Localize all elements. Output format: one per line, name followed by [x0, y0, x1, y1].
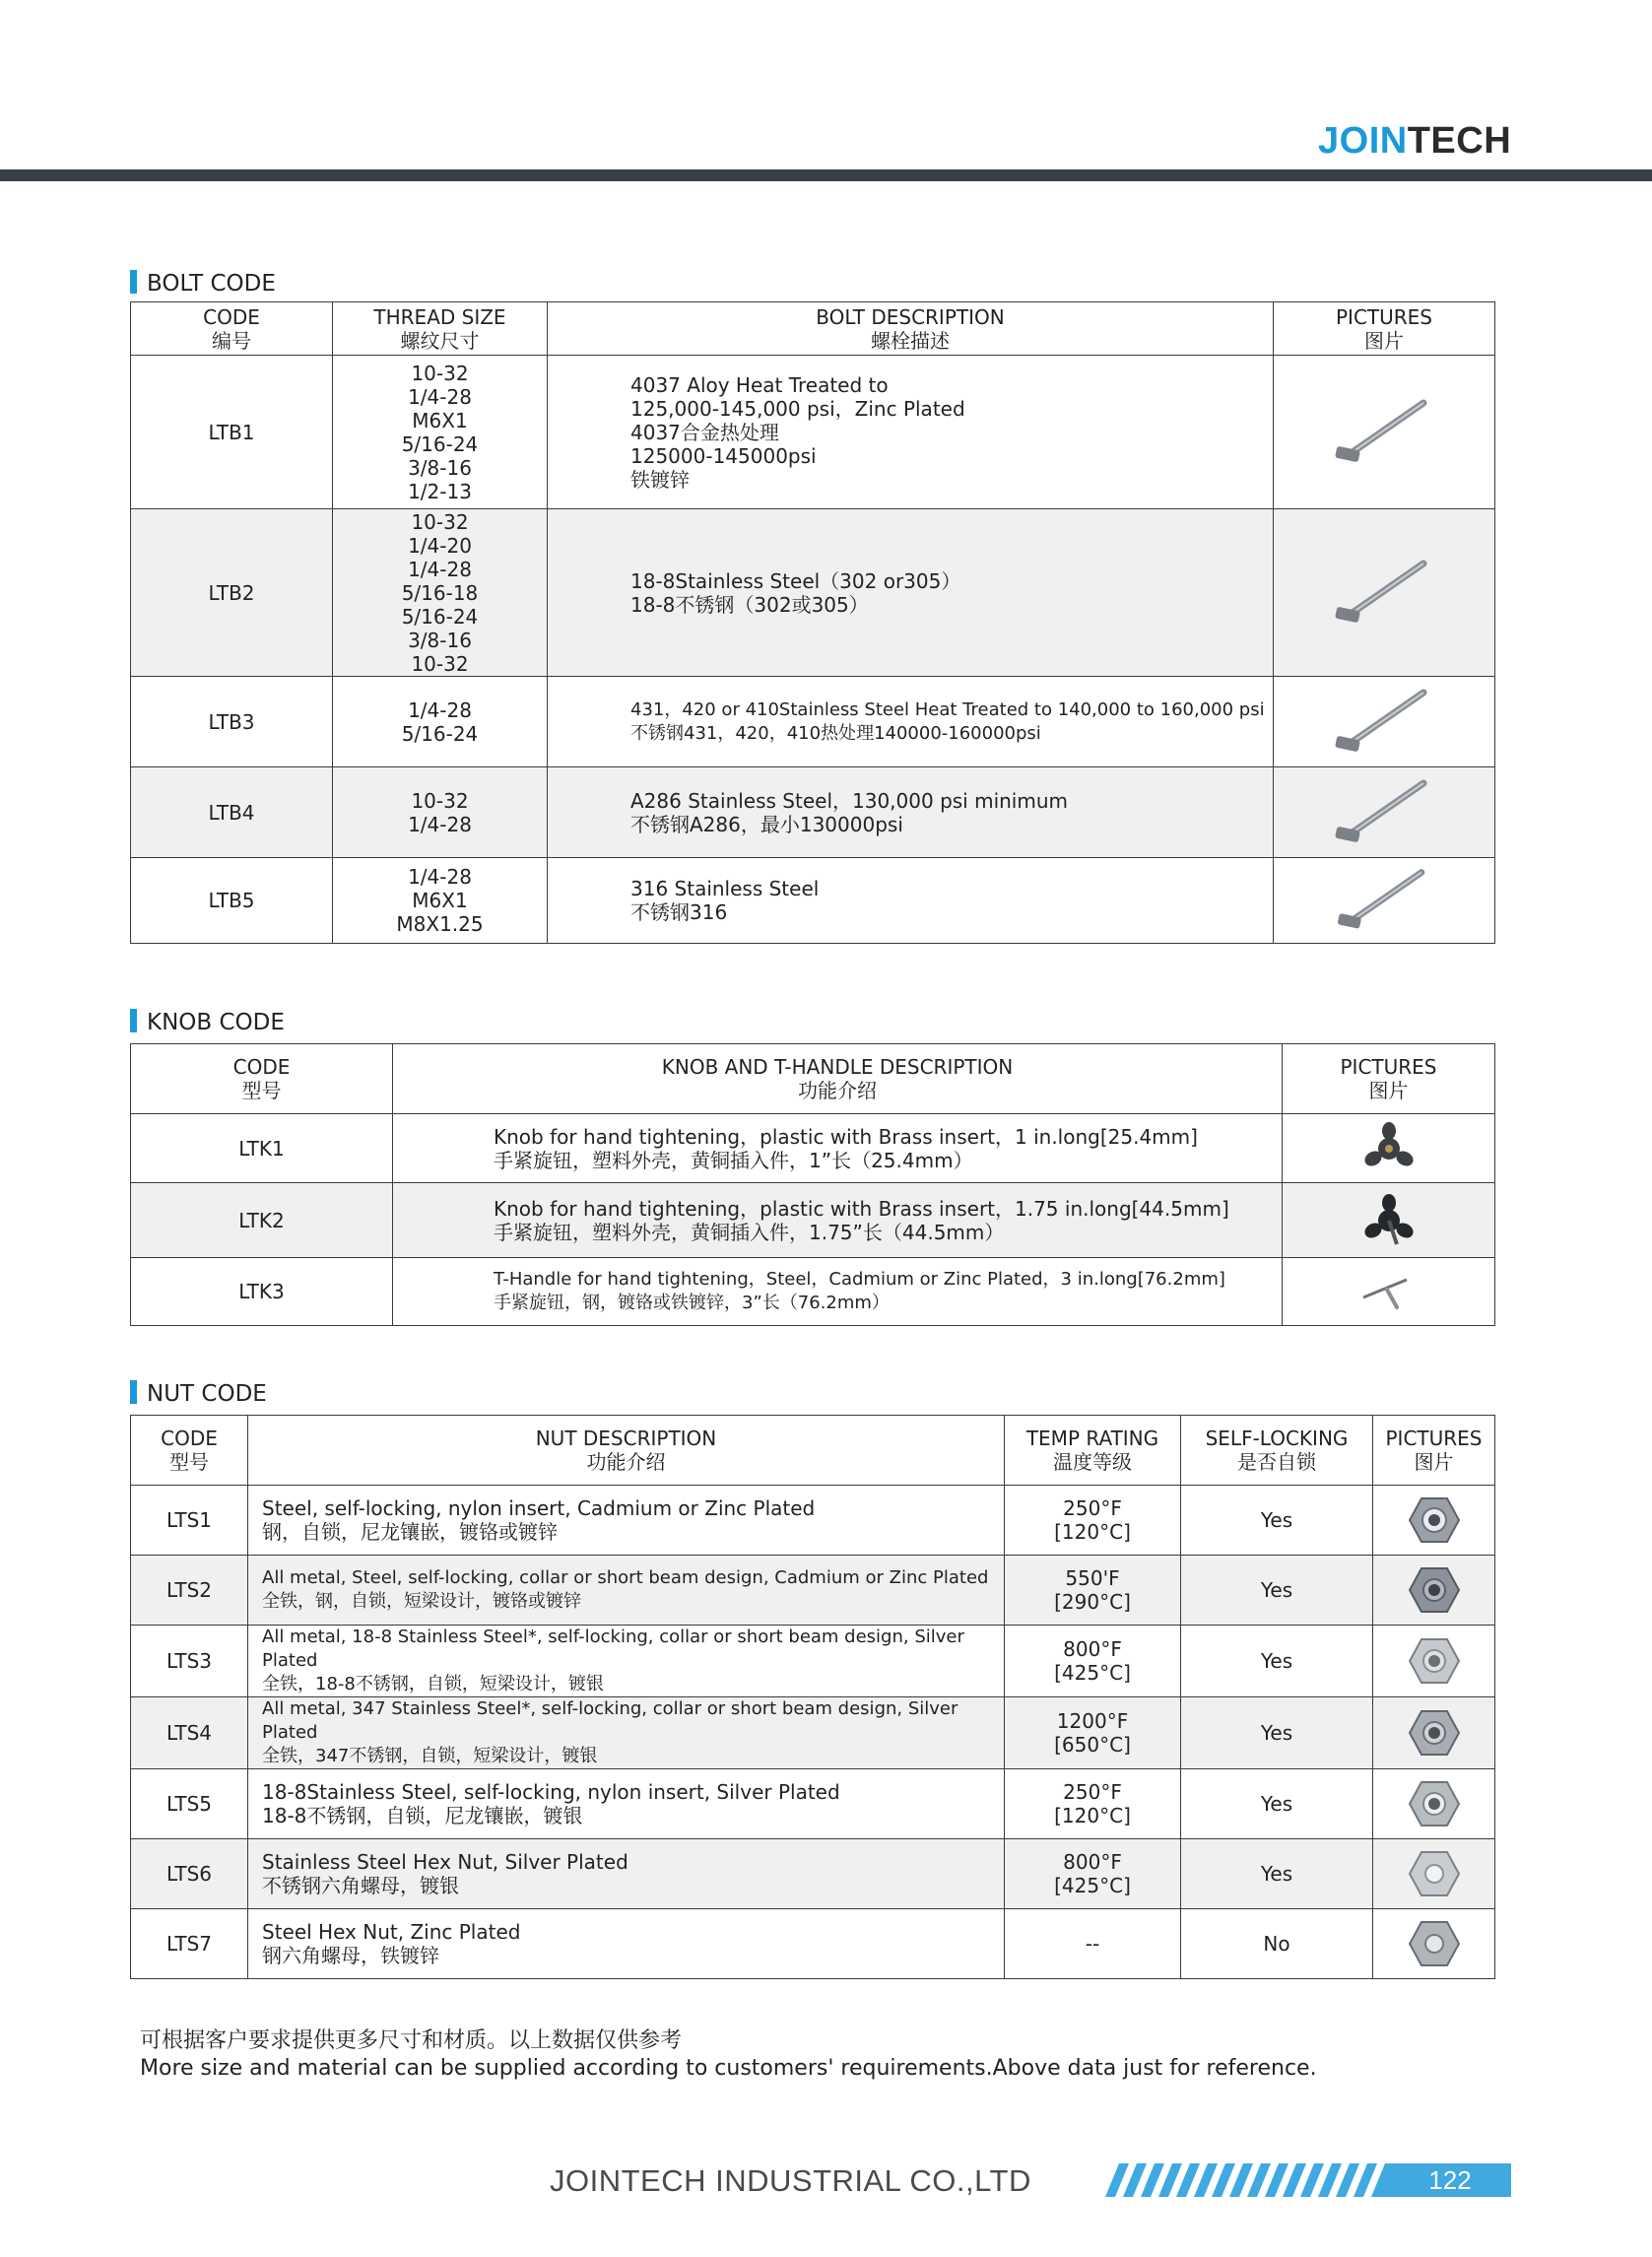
knob-description: T-Handle for hand tightening，Steel，Cadmium or Zinc Plated，3 in.long[76.2mm] 手紧旋钮，钢，镀铬或铁镀锌，3”长（76.2mm）	[393, 1258, 1283, 1326]
table-row	[131, 1626, 1495, 1697]
footer-company: JOINTECH INDUSTRIAL CO.,LTD	[550, 2163, 1031, 2198]
footer-stripes	[1105, 2163, 1389, 2197]
self-locking: Yes	[1181, 1486, 1373, 1556]
nut-code: LTS1	[131, 1486, 248, 1556]
nut-header-locking: SELF-LOCKING 是否自锁	[1181, 1416, 1373, 1486]
table-row	[131, 1486, 1495, 1556]
bolt-picture	[1274, 767, 1495, 858]
bolt-description: 18-8Stainless Steel（302 or305） 18-8不锈钢（302或305）	[548, 509, 1274, 677]
bolt-description: A286 Stainless Steel，130,000 psi minimum 不锈钢A286，最小130000psi	[548, 767, 1274, 858]
bolt-icon	[1330, 773, 1438, 852]
section-marker	[130, 1380, 137, 1404]
bolt-icon	[1330, 554, 1438, 632]
bolt-code: LTB2	[131, 509, 333, 677]
temp-rating: 550'F [290°C]	[1005, 1556, 1181, 1626]
bolt-picture	[1274, 356, 1495, 509]
header-bar	[0, 169, 1652, 181]
nut-picture	[1373, 1626, 1495, 1697]
table-row	[131, 1769, 1495, 1839]
knob-table	[130, 1043, 1495, 1326]
knob-header-desc: KNOB AND T-HANDLE DESCRIPTION 功能介绍	[393, 1044, 1283, 1114]
temp-rating: 1200°F [650°C]	[1005, 1697, 1181, 1769]
nut-description: Stainless Steel Hex Nut, Silver Plated 不锈钢六角螺母，镀银	[248, 1839, 1005, 1909]
bolt-icon	[1330, 863, 1438, 938]
bolt-code: LTB5	[131, 858, 333, 944]
table-row	[131, 1697, 1495, 1769]
knob-picture	[1283, 1258, 1495, 1326]
nut-picture	[1373, 1769, 1495, 1839]
t-handle-icon	[1357, 1272, 1421, 1311]
temp-rating: 800°F [425°C]	[1005, 1626, 1181, 1697]
thread-sizes: 10-32 1/4-28	[333, 767, 548, 858]
nut-header-desc: NUT DESCRIPTION 功能介绍	[248, 1416, 1005, 1486]
brand-logo: JOINTECH	[1318, 120, 1512, 162]
table-row	[131, 1556, 1495, 1626]
note-en: More size and material can be supplied according to customers' requirements.Above data just for reference.	[140, 2056, 1317, 2081]
nut-picture	[1373, 1697, 1495, 1769]
bolt-code: LTB1	[131, 356, 333, 509]
self-locking: Yes	[1181, 1839, 1373, 1909]
nut-icon	[1408, 1919, 1461, 1968]
self-locking: No	[1181, 1909, 1373, 1979]
bolt-picture	[1274, 677, 1495, 767]
nut-description: All metal, 347 Stainless Steel*, self-locking, collar or short beam design, Silver Plated 全铁，347不锈钢，自锁，短梁设计，镀银	[248, 1697, 1005, 1769]
knob-description: Knob for hand tightening，plastic with Brass insert，1.75 in.long[44.5mm] 手紧旋钮，塑料外壳，黄铜插入件，1.75”长（44.5mm）	[393, 1183, 1283, 1258]
table-row	[131, 356, 1495, 509]
knob-picture	[1283, 1114, 1495, 1183]
nut-description: 18-8Stainless Steel, self-locking, nylon insert, Silver Plated 18-8不锈钢，自锁，尼龙镶嵌，镀银	[248, 1769, 1005, 1839]
nut-description: Steel, self-locking, nylon insert, Cadmium or Zinc Plated 钢，自锁，尼龙镶嵌，镀铬或镀锌	[248, 1486, 1005, 1556]
nut-icon	[1408, 1565, 1461, 1615]
nut-picture	[1373, 1909, 1495, 1979]
bolt-picture	[1274, 509, 1495, 677]
bolt-icon	[1330, 683, 1438, 762]
table-row	[131, 1839, 1495, 1909]
nut-table	[130, 1415, 1495, 1979]
bolt-picture	[1274, 858, 1495, 944]
knob-section-title: KNOB CODE	[130, 1009, 285, 1035]
thread-sizes: 1/4-28 5/16-24	[333, 677, 548, 767]
bolt-description: 4037 Aloy Heat Treated to 125,000-145,000 psi，Zinc Plated 4037合金热处理 125000-145000psi 铁镀锌	[548, 356, 1274, 509]
thread-sizes: 1/4-28 M6X1 M8X1.25	[333, 858, 548, 944]
knob-icon	[1359, 1193, 1419, 1248]
nut-header-temp: TEMP RATING 温度等级	[1005, 1416, 1181, 1486]
nut-icon	[1408, 1779, 1461, 1828]
page-number: 122	[1389, 2163, 1511, 2197]
note-cn: 可根据客户要求提供更多尺寸和材质。以上数据仅供参考	[140, 2028, 683, 2053]
bolt-table	[130, 301, 1495, 944]
table-row	[131, 509, 1495, 677]
section-marker	[130, 270, 137, 294]
bolt-code: LTB3	[131, 677, 333, 767]
nut-description: All metal, Steel, self-locking, collar or short beam design, Cadmium or Zinc Plated 全铁，钢，自锁，短梁设计，镀铬或镀锌	[248, 1556, 1005, 1626]
bolt-icon	[1330, 393, 1438, 472]
bolt-header-pictures: PICTURES 图片	[1274, 302, 1495, 356]
bolt-description: 431，420 or 410Stainless Steel Heat Treated to 140,000 to 160,000 psi 不锈钢431，420，410热处理140000-160000psi	[548, 677, 1274, 767]
bolt-description: 316 Stainless Steel 不锈钢316	[548, 858, 1274, 944]
temp-rating: 800°F [425°C]	[1005, 1839, 1181, 1909]
nut-picture	[1373, 1556, 1495, 1626]
bolt-header-thread: THREAD SIZE 螺纹尺寸	[333, 302, 548, 356]
thread-sizes: 10-32 1/4-28 M6X1 5/16-24 3/8-16 1/2-13	[333, 356, 548, 509]
nut-icon	[1408, 1495, 1461, 1545]
nut-section-title: NUT CODE	[130, 1380, 267, 1407]
table-row	[131, 1114, 1495, 1183]
knob-code: LTK1	[131, 1114, 393, 1183]
table-row	[131, 767, 1495, 858]
nut-code: LTS6	[131, 1839, 248, 1909]
nut-code: LTS7	[131, 1909, 248, 1979]
nut-header-pictures: PICTURES 图片	[1373, 1416, 1495, 1486]
table-row	[131, 1909, 1495, 1979]
nut-code: LTS2	[131, 1556, 248, 1626]
table-row	[131, 858, 1495, 944]
nut-icon	[1408, 1849, 1461, 1898]
bolt-header-code: CODE 编号	[131, 302, 333, 356]
temp-rating: 250°F [120°C]	[1005, 1486, 1181, 1556]
self-locking: Yes	[1181, 1697, 1373, 1769]
bolt-code: LTB4	[131, 767, 333, 858]
section-marker	[130, 1009, 137, 1032]
nut-icon	[1408, 1708, 1461, 1758]
temp-rating: 250°F [120°C]	[1005, 1769, 1181, 1839]
knob-code: LTK2	[131, 1183, 393, 1258]
knob-header-pictures: PICTURES 图片	[1283, 1044, 1495, 1114]
thread-sizes: 10-32 1/4-20 1/4-28 5/16-18 5/16-24 3/8-16 10-32	[333, 509, 548, 677]
table-row	[131, 1183, 1495, 1258]
nut-code: LTS5	[131, 1769, 248, 1839]
knob-icon	[1359, 1121, 1419, 1176]
nut-picture	[1373, 1486, 1495, 1556]
bolt-header-desc: BOLT DESCRIPTION 螺栓描述	[548, 302, 1274, 356]
knob-header-code: CODE 型号	[131, 1044, 393, 1114]
knob-description: Knob for hand tightening，plastic with Brass insert，1 in.long[25.4mm] 手紧旋钮，塑料外壳，黄铜插入件，1”长（25.4mm）	[393, 1114, 1283, 1183]
nut-description: Steel Hex Nut, Zinc Plated 钢六角螺母，铁镀锌	[248, 1909, 1005, 1979]
nut-code: LTS3	[131, 1626, 248, 1697]
self-locking: Yes	[1181, 1769, 1373, 1839]
nut-icon	[1408, 1636, 1461, 1686]
nut-code: LTS4	[131, 1697, 248, 1769]
table-row	[131, 677, 1495, 767]
self-locking: Yes	[1181, 1626, 1373, 1697]
reference-note	[140, 2027, 1317, 2083]
table-row	[131, 1258, 1495, 1326]
nut-header-code: CODE 型号	[131, 1416, 248, 1486]
temp-rating: --	[1005, 1909, 1181, 1979]
bolt-section-title: BOLT CODE	[130, 270, 276, 297]
knob-code: LTK3	[131, 1258, 393, 1326]
nut-description: All metal, 18-8 Stainless Steel*, self-locking, collar or short beam design, Silver Plated 全铁，18-8不锈钢，自锁，短梁设计，镀银	[248, 1626, 1005, 1697]
self-locking: Yes	[1181, 1556, 1373, 1626]
nut-picture	[1373, 1839, 1495, 1909]
knob-picture	[1283, 1183, 1495, 1258]
